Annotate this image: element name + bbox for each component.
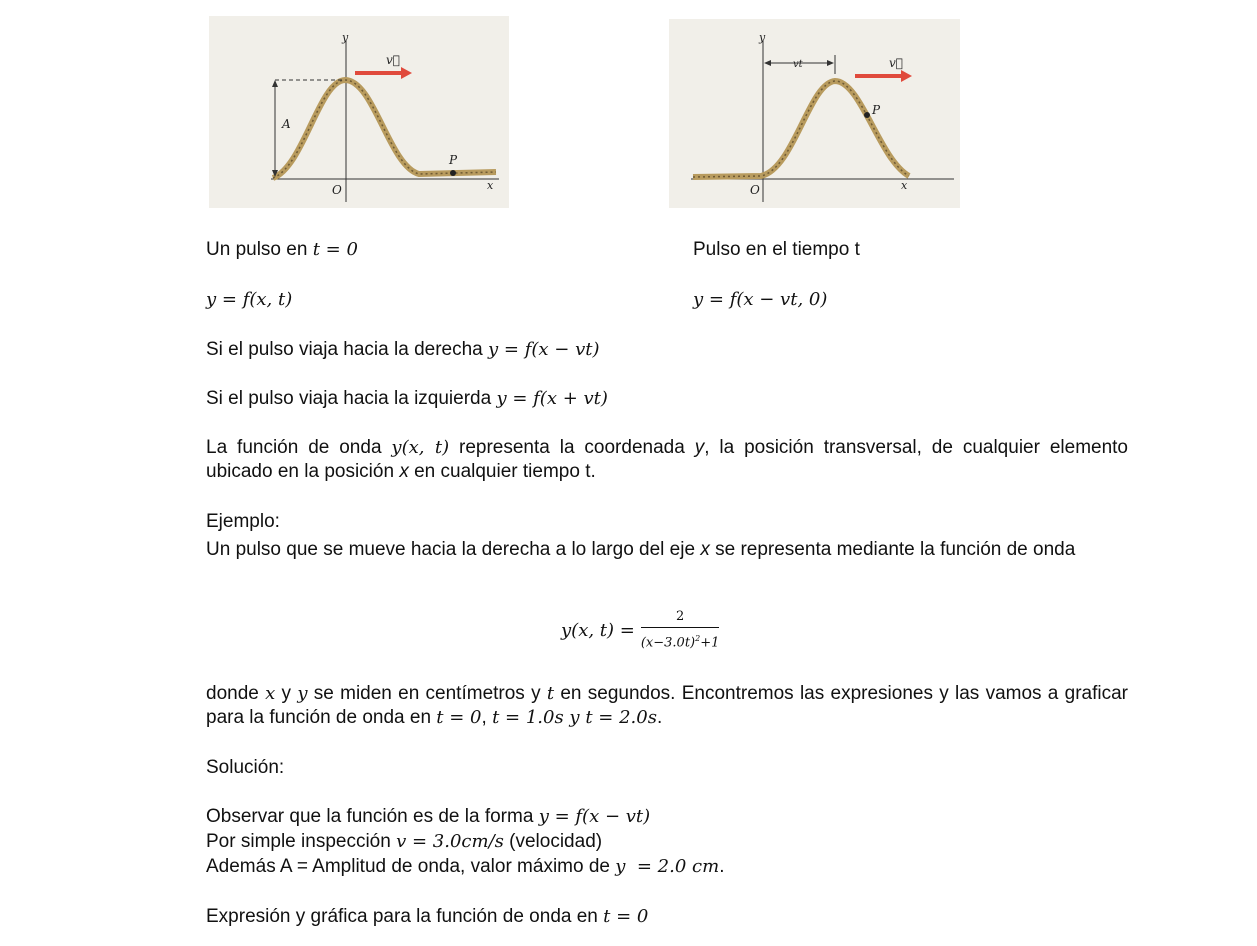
text: y bbox=[275, 683, 298, 704]
caption-left-math: t = 0 bbox=[312, 239, 358, 260]
math: x bbox=[399, 461, 409, 482]
math: t = 0 bbox=[603, 906, 649, 927]
point-p-marker bbox=[450, 170, 456, 176]
math: y(x, t) bbox=[391, 437, 450, 458]
text: donde bbox=[206, 683, 266, 704]
solution-heading: Solución: bbox=[206, 757, 285, 778]
rope-pulse bbox=[693, 81, 909, 177]
text: Expresión y gráfica para la función de onda en bbox=[206, 906, 604, 927]
text: Además A = Amplitud de onda, valor máximo de bbox=[206, 856, 616, 877]
vt-arrow-head-right bbox=[827, 60, 834, 66]
label-x: x bbox=[901, 179, 908, 192]
text: . bbox=[656, 707, 663, 728]
math: y bbox=[297, 683, 308, 704]
math: y = 2.0 cm bbox=[615, 856, 720, 877]
text: en segundos. Encontremos las expresiones y las vamos a graficar para la función de onda en bbox=[206, 683, 1128, 728]
text: en cualquier tiempo t. bbox=[408, 461, 596, 482]
label-amplitude: A bbox=[282, 117, 291, 131]
math: x bbox=[700, 539, 710, 560]
label-velocity: v⃗ bbox=[386, 53, 400, 67]
formula-den-base: (x−3.0t) bbox=[640, 635, 696, 651]
math: t = 0 bbox=[436, 707, 482, 728]
formula-den-tail: +1 bbox=[700, 635, 720, 651]
formula-denominator bbox=[641, 628, 720, 652]
left-travel-line bbox=[206, 387, 608, 411]
label-velocity: v⃗ bbox=[889, 56, 903, 70]
vt-arrow-head-left bbox=[764, 60, 771, 66]
right-travel-text: Si el pulso viaja hacia la derecha bbox=[206, 339, 489, 360]
solution-amplitude-line bbox=[206, 855, 724, 879]
right-travel-equation: y = f(x − vt) bbox=[488, 339, 600, 360]
example-paragraph bbox=[206, 538, 1128, 562]
math: x bbox=[265, 683, 276, 704]
right-travel-line bbox=[206, 338, 600, 362]
formula-numerator: 2 bbox=[641, 609, 720, 628]
example-heading: Ejemplo: bbox=[206, 511, 280, 532]
math: v = 3.0cm/s bbox=[396, 831, 504, 852]
label-origin: O bbox=[332, 183, 342, 197]
label-point-p: P bbox=[872, 103, 881, 117]
text: Un pulso que se mueve hacia la derecha a lo largo del eje bbox=[206, 539, 701, 560]
left-travel-text: Si el pulso viaja hacia la izquierda bbox=[206, 388, 497, 409]
example-formula bbox=[561, 608, 719, 654]
label-point-p: P bbox=[449, 153, 458, 167]
math: t = 1.0s y t = 2.0s bbox=[492, 707, 657, 728]
solution-expression-line bbox=[206, 905, 648, 929]
math: y bbox=[694, 437, 705, 458]
label-x: x bbox=[487, 179, 494, 192]
figure-pulse-t bbox=[669, 19, 960, 208]
math: t bbox=[546, 683, 555, 704]
equation-right: y = f(x − vt, 0) bbox=[693, 289, 828, 310]
label-origin: O bbox=[750, 183, 760, 197]
solution-observe-line bbox=[206, 805, 650, 829]
text: (velocidad) bbox=[503, 831, 603, 852]
text: Por simple inspección bbox=[206, 831, 397, 852]
left-travel-equation: y = f(x + vt) bbox=[496, 388, 608, 409]
units-paragraph bbox=[206, 682, 1128, 730]
text: , la posición transversal, de cualquier elemento ubicado en la posición bbox=[206, 437, 1128, 482]
amplitude-arrow-head-top bbox=[272, 80, 278, 87]
formula-den-exponent: 2 bbox=[695, 634, 701, 644]
caption-right: Pulso en el tiempo t bbox=[693, 239, 860, 260]
wave-function-paragraph bbox=[206, 436, 1128, 484]
caption-left bbox=[206, 238, 358, 262]
text: . bbox=[719, 856, 725, 877]
label-y: y bbox=[342, 31, 349, 44]
point-p-marker bbox=[864, 112, 870, 118]
formula-lhs: y(x, t) = bbox=[561, 620, 635, 641]
math: y = f(x − vt) bbox=[538, 806, 651, 827]
label-vt: vt bbox=[793, 59, 803, 70]
caption-left-text: Un pulso en bbox=[206, 239, 313, 260]
formula-fraction bbox=[641, 609, 720, 652]
text: Observar que la función es de la forma bbox=[206, 806, 539, 827]
solution-inspection-line bbox=[206, 830, 602, 854]
text: , bbox=[481, 707, 493, 728]
text: representa la coordenada bbox=[449, 437, 695, 458]
label-y: y bbox=[759, 31, 766, 44]
equation-left: y = f(x, t) bbox=[206, 289, 293, 310]
text: se miden en centímetros y bbox=[307, 683, 547, 704]
velocity-arrow-head bbox=[401, 67, 412, 79]
velocity-arrow-head bbox=[901, 70, 912, 82]
figure-pulse-t0 bbox=[209, 16, 509, 208]
text: se representa mediante la función de onda bbox=[709, 539, 1076, 560]
text: La función de onda bbox=[206, 437, 392, 458]
